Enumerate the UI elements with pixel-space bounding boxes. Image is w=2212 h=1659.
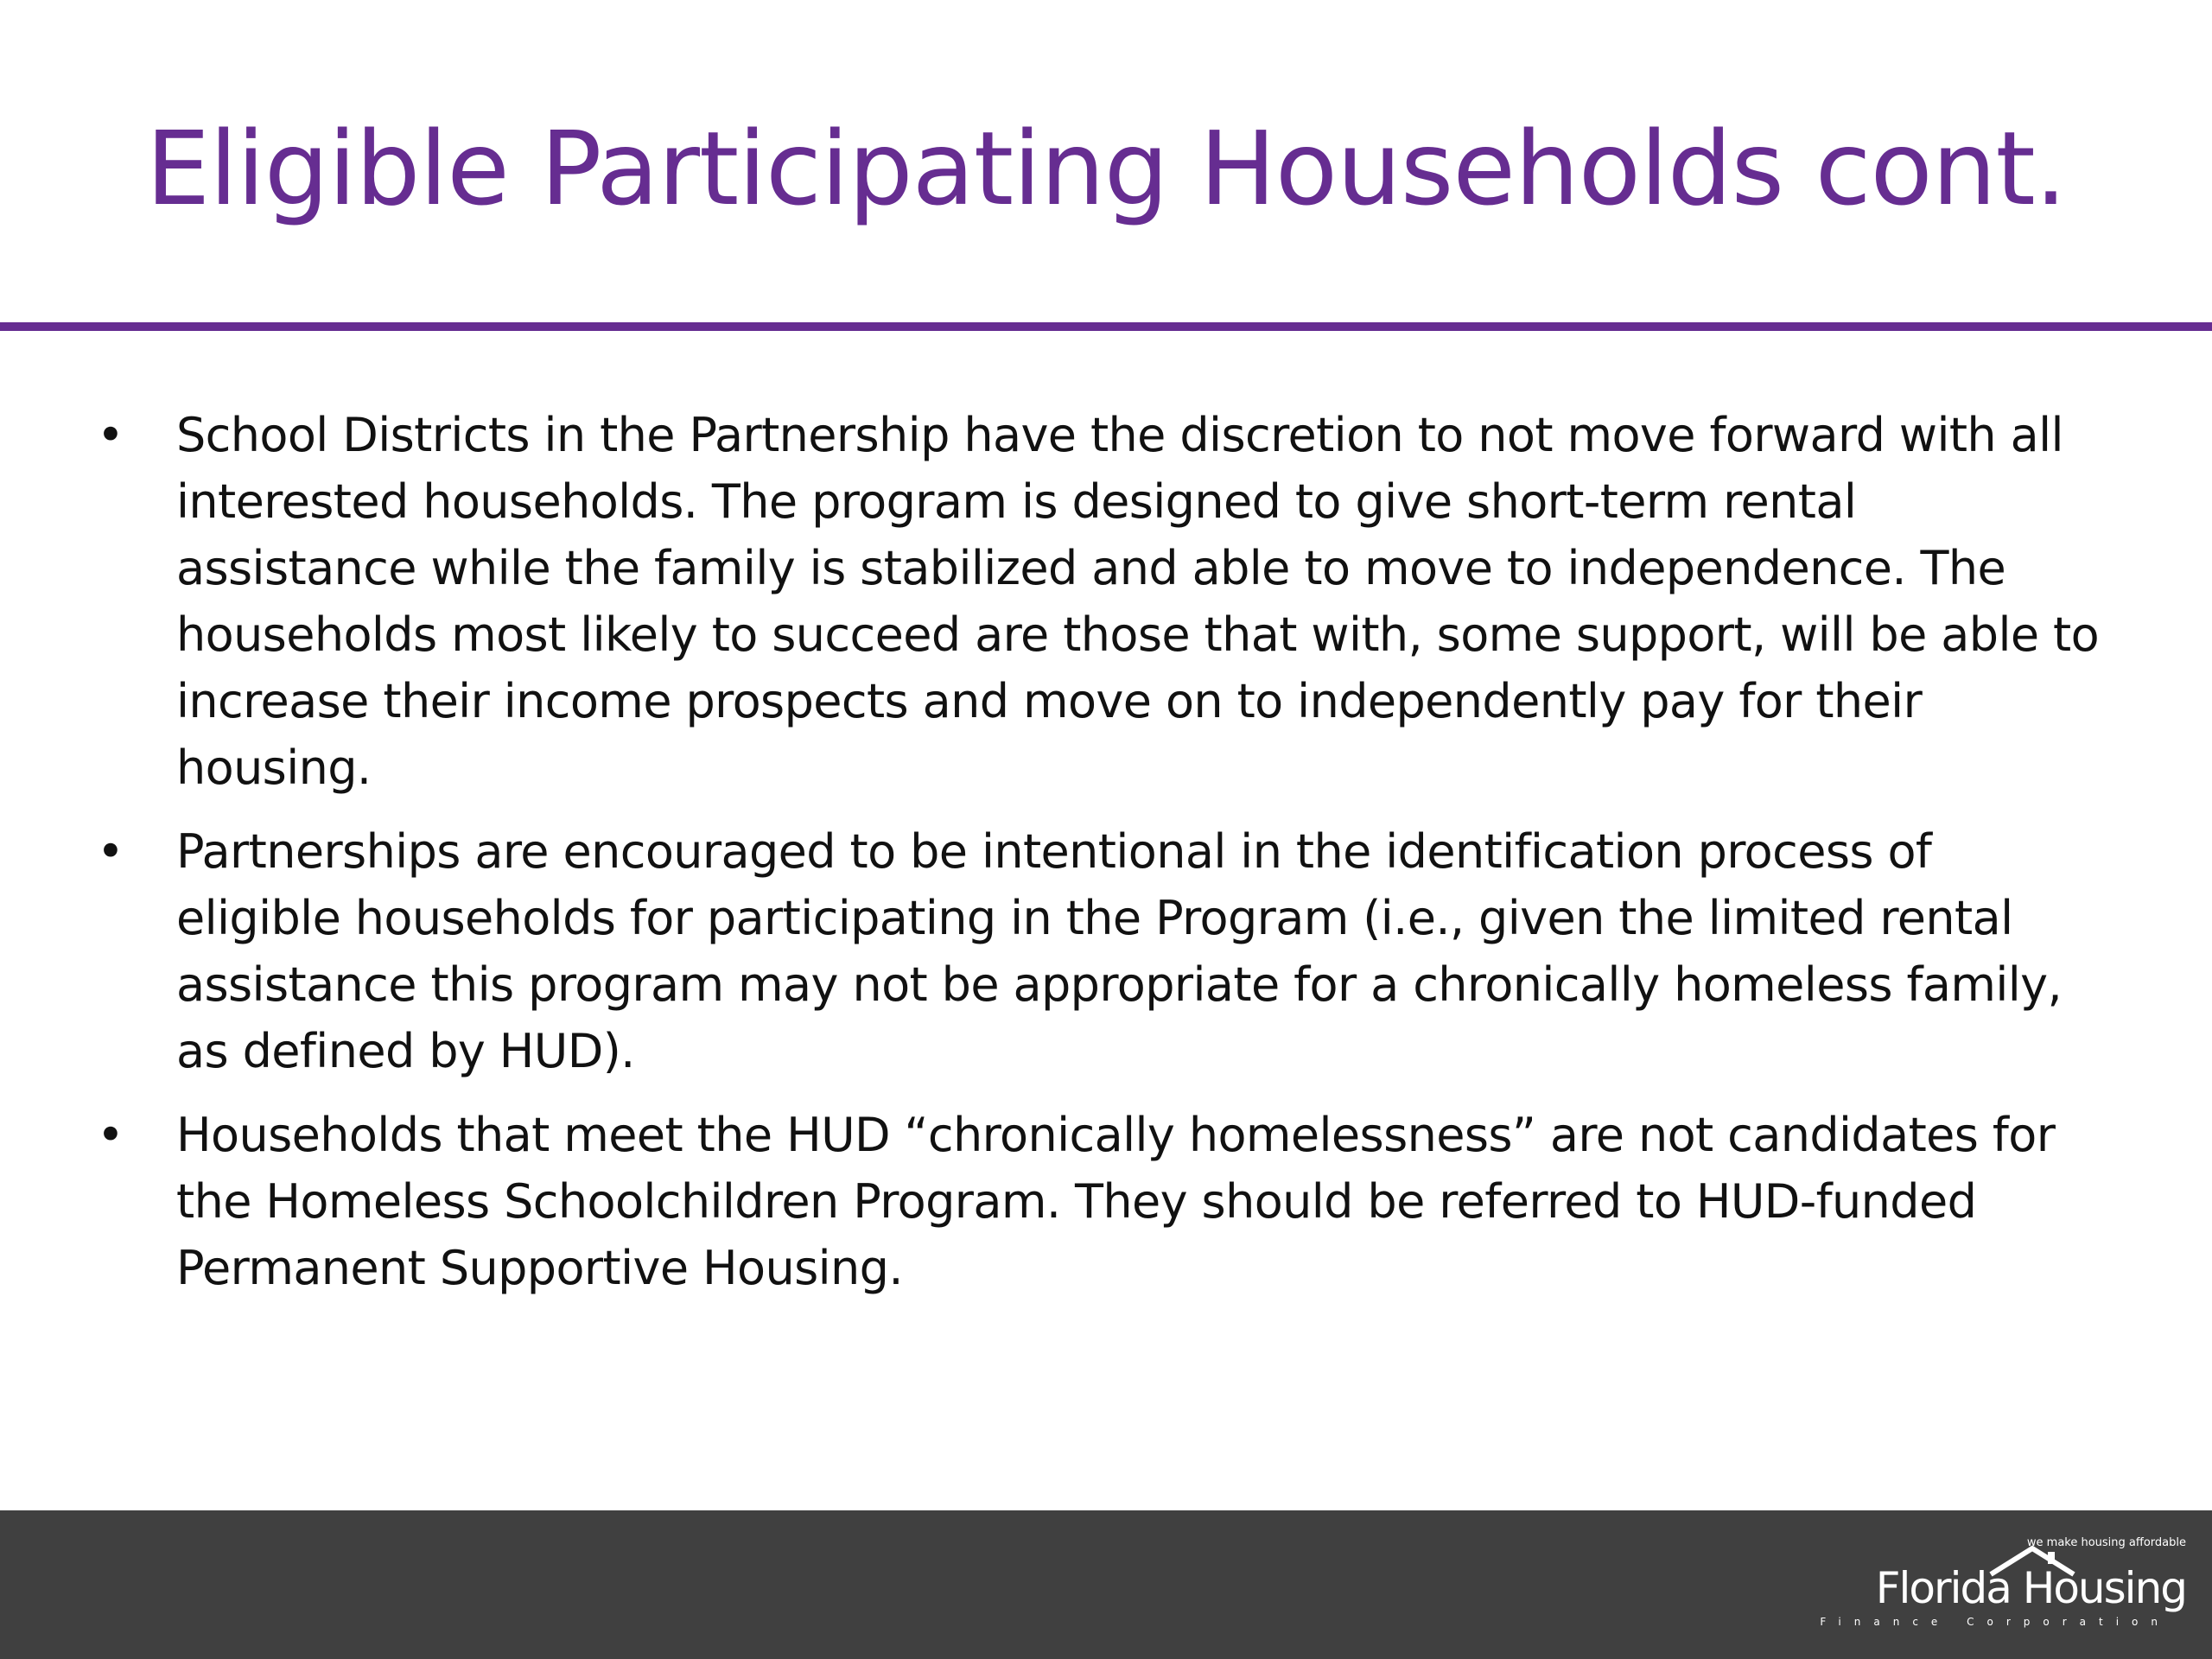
bullet-item — [86, 1102, 2108, 1301]
bullet-marker: • — [97, 824, 124, 879]
florida-housing-logo — [1820, 1536, 2186, 1649]
title-divider — [0, 322, 2212, 331]
footer-bar — [0, 1510, 2212, 1659]
slide-title: Eligible Participating Households cont. — [145, 109, 2067, 228]
bullet-text: Households that meet the HUD “chronically homelessness” are not candidates for the Homeless Schoolchildren Program. They should be referred to HUD-funded Permanent Supportive Housing. — [176, 1108, 2056, 1295]
bullet-list — [86, 402, 2108, 1319]
bullet-text: Partnerships are encouraged to be intentional in the identification process of eligible households for participating in the Program (i.e., given the limited rental assistance this program may not be appropriate for a chronically homeless family, as defined by HUD). — [176, 824, 2063, 1078]
logo-name: Florida Housing — [1875, 1563, 2186, 1613]
bullet-item — [86, 402, 2108, 801]
bullet-marker: • — [97, 1108, 124, 1162]
logo-tagline: we make housing affordable — [2026, 1536, 2186, 1549]
bullet-marker: • — [97, 408, 124, 462]
bullet-text: School Districts in the Partnership have the discretion to not move forward with all interested households. The program is designed to give short-term rental assistance while the family is stabilized and able to move to independence. The households most likely to succeed are those that with, some support, will be able to increase their income prospects and move on to independently pay for their housing. — [176, 408, 2100, 795]
bullet-item — [86, 818, 2108, 1084]
logo-subtitle: Finance Corporation — [1820, 1616, 2171, 1628]
